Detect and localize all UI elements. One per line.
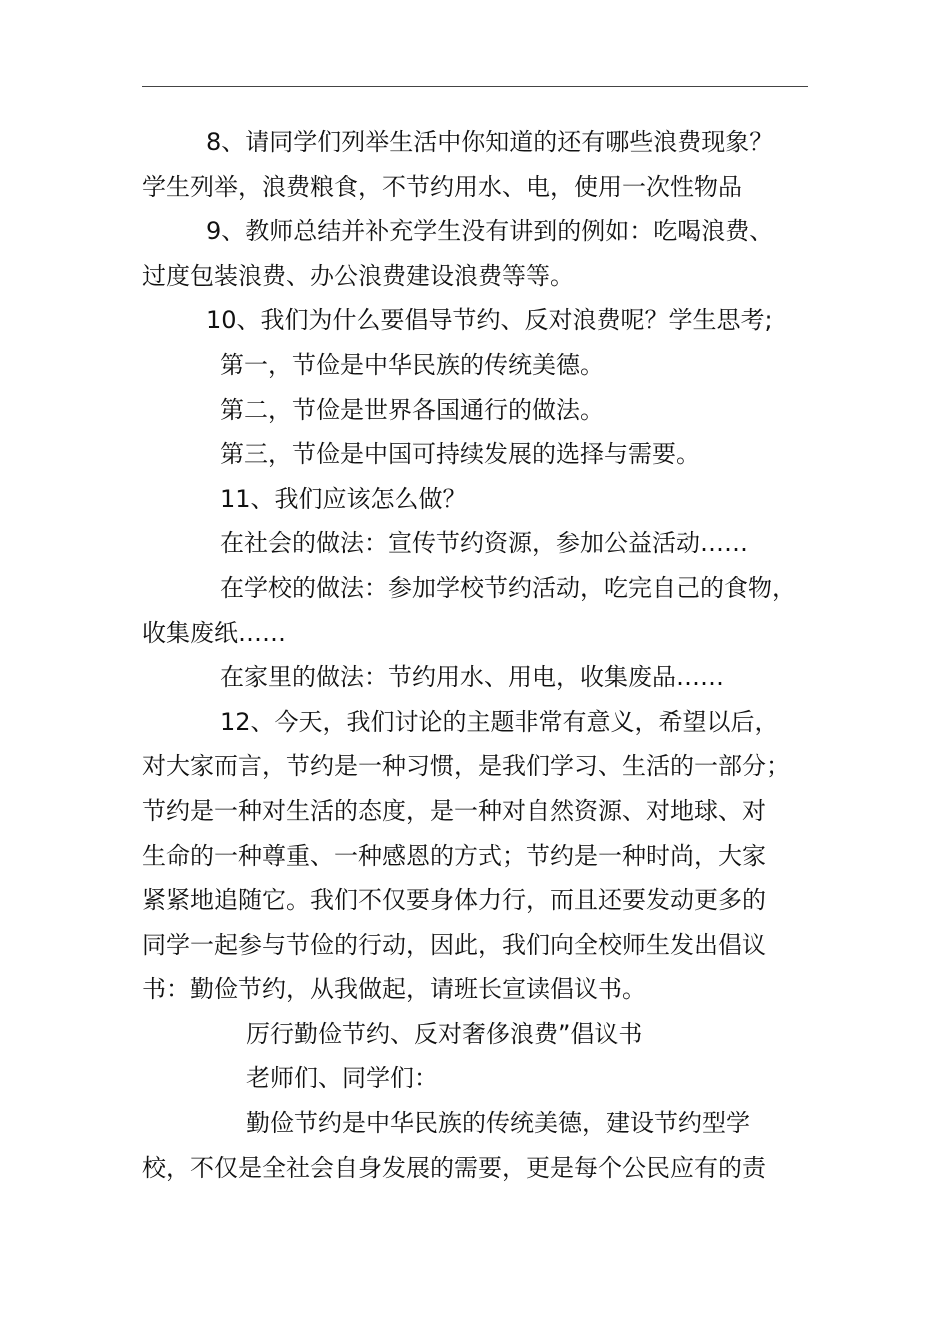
text-line: 12、今天，我们讨论的主题非常有意义，希望以后， bbox=[220, 707, 779, 736]
text-line: 在社会的做法：宣传节约资源，参加公益活动…… bbox=[220, 529, 748, 558]
text-line: 收集废纸…… bbox=[142, 618, 286, 647]
text-line: 在家里的做法：节约用水、用电，收集废品…… bbox=[220, 663, 724, 692]
text-line: 书：勤俭节约，从我做起，请班长宣读倡议书。 bbox=[142, 975, 646, 1004]
text-line: 在学校的做法：参加学校节约活动，吃完自己的食物， bbox=[220, 573, 796, 602]
text-line: 9、教师总结并补充学生没有讲到的例如：吃喝浪费、 bbox=[206, 217, 774, 246]
text-line: 校，不仅是全社会自身发展的需要，更是每个公民应有的责 bbox=[142, 1153, 766, 1182]
document-body bbox=[142, 120, 808, 1190]
text-line: 勤俭节约是中华民族的传统美德，建设节约型学 bbox=[246, 1109, 750, 1138]
text-line: 老师们、同学们： bbox=[246, 1064, 438, 1093]
text-line: 第三，节俭是中国可持续发展的选择与需要。 bbox=[220, 440, 700, 469]
text-line: 节约是一种对生活的态度，是一种对自然资源、对地球、对 bbox=[142, 796, 766, 825]
text-line: 第一，节俭是中华民族的传统美德。 bbox=[220, 350, 604, 379]
text-line: 11、我们应该怎么做？ bbox=[220, 484, 467, 513]
text-line: 8、请同学们列举生活中你知道的还有哪些浪费现象？ bbox=[206, 128, 774, 156]
text-line: 同学一起参与节俭的行动，因此，我们向全校师生发出倡议 bbox=[142, 930, 766, 959]
text-line: 生命的一种尊重、一种感恩的方式；节约是一种时尚，大家 bbox=[142, 841, 766, 870]
text-line: 紧紧地追随它。我们不仅要身体力行，而且还要发动更多的 bbox=[142, 886, 766, 915]
text-line: 第二，节俭是世界各国通行的做法。 bbox=[220, 395, 604, 424]
text-line: 厉行勤俭节约、反对奢侈浪费”倡议书 bbox=[246, 1019, 643, 1048]
text-line: 10、我们为什么要倡导节约、反对浪费呢？学生思考; bbox=[206, 306, 773, 335]
text-line: 对大家而言，节约是一种习惯，是我们学习、生活的一部分； bbox=[142, 752, 790, 781]
text-line: 过度包装浪费、办公浪费建设浪费等等。 bbox=[142, 261, 574, 290]
text-line: 学生列举，浪费粮食，不节约用水、电，使用一次性物品 bbox=[142, 172, 742, 201]
header-rule bbox=[142, 86, 808, 87]
